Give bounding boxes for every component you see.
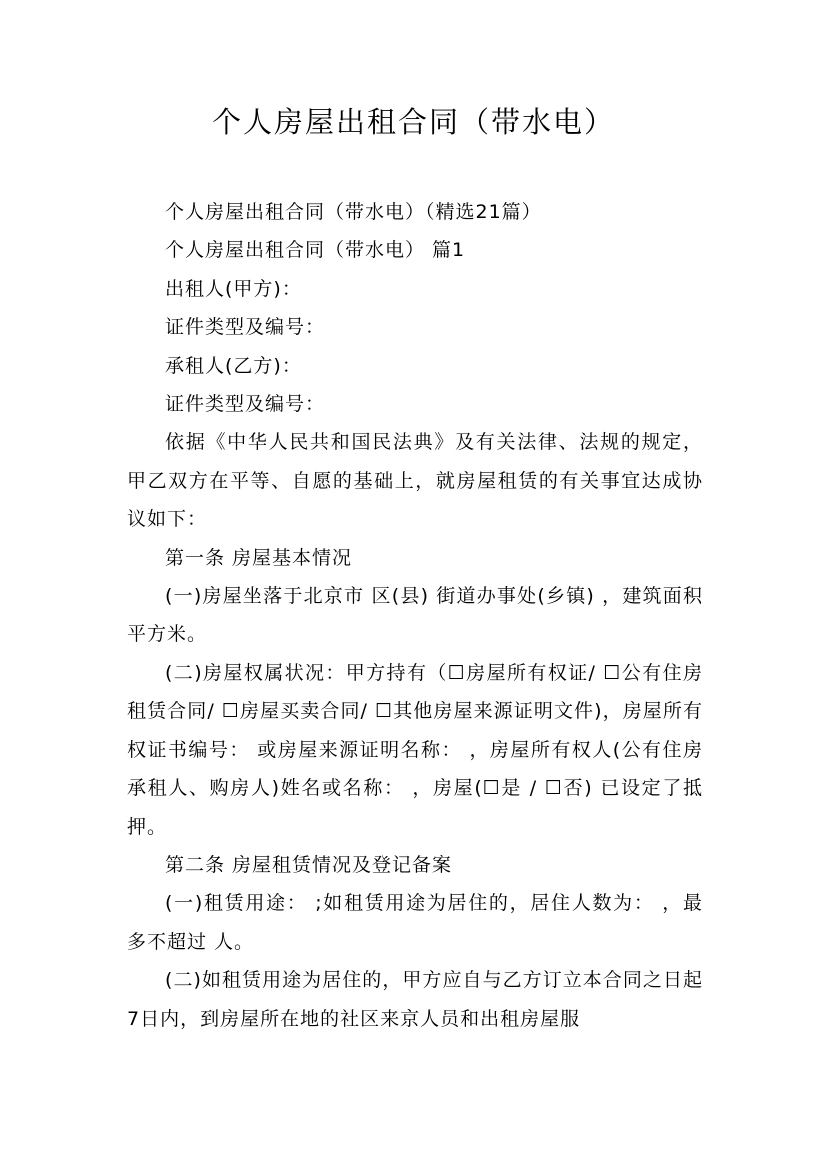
document-body: [127, 193, 703, 1038]
article-2-item-2: (二)如租赁用途为居住的，甲方应自与乙方订立本合同之日起7日内，到房屋所在地的社区来京人员和出租房屋服: [127, 969, 703, 1030]
article-1-heading: 第一条 房屋基本情况: [165, 546, 353, 569]
paragraph-lessor: 出租人(甲方)：: [165, 277, 302, 300]
paragraph-lessee-id: 证件类型及编号：: [165, 393, 326, 416]
article-2-item-1: (一)租赁用途： ;如租赁用途为居住的，居住人数为： ，最多不超过 人。: [127, 892, 703, 953]
paragraph-preamble: 依据《中华人民共和国民法典》及有关法律、法规的规定，甲乙双方在平等、自愿的基础上，就房屋租赁的有关事宜达成协议如下：: [127, 431, 703, 531]
paragraph-lessee: 承租人(乙方)：: [165, 354, 302, 377]
article-1-item-2: (二)房屋权属状况：甲方持有（☐房屋所有权证/ ☐公有住房租赁合同/ ☐房屋买卖合同/ ☐其他房屋来源证明文件)，房屋所有权证书编号： 或房屋来源证明名称： ，房屋所有权人(公有住房承租人、购房人)姓名或名称： ，房屋(☐是 / ☐否) 已设定了抵押。: [127, 661, 703, 838]
article-2-heading: 第二条 房屋租赁情况及登记备案: [165, 853, 453, 876]
paragraph-lessor-id: 证件类型及编号：: [165, 316, 326, 339]
document-title: 个人房屋出租合同（带水电）: [211, 105, 615, 139]
paragraph-subtitle: 个人房屋出租合同（带水电）（精选21篇）: [165, 201, 542, 223]
article-1-item-1: (一)房屋坐落于北京市 区(县) 街道办事处(乡镇) ，建筑面积 平方米。: [127, 585, 703, 646]
paragraph-part-heading: 个人房屋出租合同（带水电） 篇1: [165, 239, 466, 262]
